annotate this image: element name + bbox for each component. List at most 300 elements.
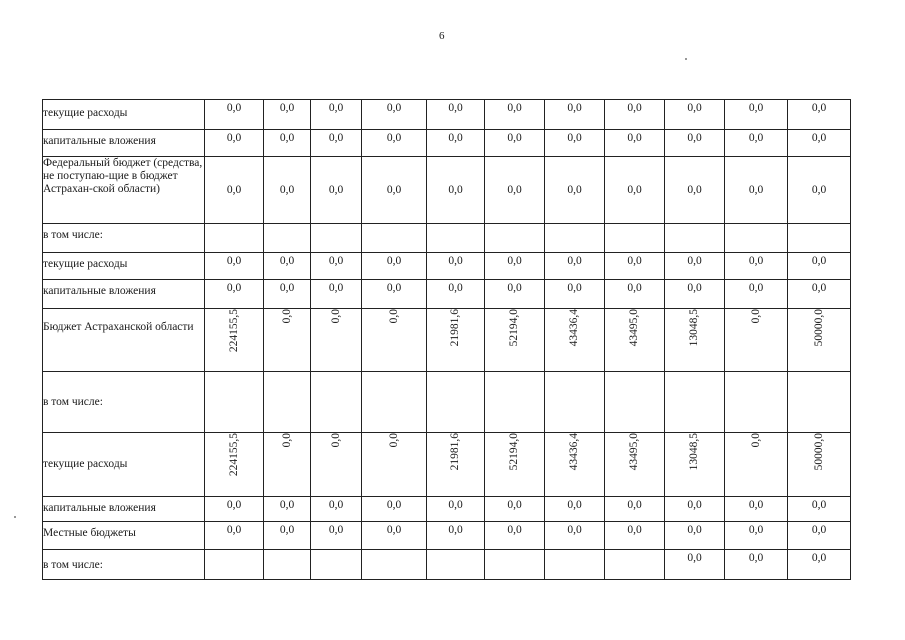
- value-cell: [605, 309, 665, 372]
- cell-value: 0,0: [627, 282, 642, 294]
- value-cell: [205, 497, 264, 522]
- cell-value: [545, 224, 604, 226]
- cell-value: 0,0: [687, 552, 702, 564]
- value-cell: [362, 550, 427, 580]
- value-cell: [788, 372, 851, 433]
- cell-value: 43436,4: [568, 433, 580, 471]
- table-row: [43, 280, 851, 309]
- value-cell: [427, 253, 485, 280]
- cell-value: [788, 224, 850, 226]
- cell-value: 43495,0: [628, 433, 640, 471]
- cell-value: [362, 372, 426, 374]
- value-cell: [427, 433, 485, 497]
- row-label: текущие расходы: [43, 458, 128, 470]
- value-cell: [427, 522, 485, 550]
- value-cell: [205, 253, 264, 280]
- value-cell: [362, 280, 427, 309]
- value-cell: [665, 130, 725, 157]
- value-cell: [205, 433, 264, 497]
- cell-value: 13048,5: [688, 309, 700, 347]
- cell-value: 0,0: [748, 183, 764, 196]
- cell-value: 0,0: [279, 255, 295, 267]
- row-label-cell: [43, 550, 205, 580]
- row-label-cell: [43, 433, 205, 497]
- cell-value: [427, 372, 484, 374]
- value-cell: [311, 280, 362, 309]
- cell-value: 224155,5: [227, 309, 240, 353]
- value-cell: [788, 224, 851, 253]
- cell-value: 0,0: [448, 255, 463, 267]
- cell-value: 0,0: [748, 524, 764, 536]
- value-cell: [311, 372, 362, 433]
- value-cell: [311, 224, 362, 253]
- cell-value: 0,0: [811, 255, 827, 267]
- cell-value: [205, 224, 263, 226]
- value-cell: [725, 100, 788, 130]
- cell-value: 0,0: [328, 132, 344, 144]
- value-cell: [725, 280, 788, 309]
- row-label-cell: [43, 224, 205, 253]
- cell-value: 0,0: [507, 183, 522, 196]
- value-cell: [311, 253, 362, 280]
- value-cell: [725, 550, 788, 580]
- cell-value: 0,0: [387, 309, 400, 324]
- cell-value: 0,0: [748, 282, 764, 294]
- value-cell: [665, 497, 725, 522]
- cell-value: 0,0: [279, 183, 295, 196]
- value-cell: [788, 433, 851, 497]
- cell-value: 0,0: [567, 255, 582, 267]
- table-row: [43, 253, 851, 280]
- cell-value: 0,0: [687, 255, 702, 267]
- row-label-cell: [43, 309, 205, 372]
- value-cell: [788, 550, 851, 580]
- cell-value: 0,0: [328, 102, 344, 114]
- value-cell: [545, 372, 605, 433]
- cell-value: [311, 550, 361, 552]
- value-cell: [427, 130, 485, 157]
- cell-value: 0,0: [328, 282, 344, 294]
- cell-value: [362, 550, 426, 552]
- cell-value: 50000,0: [812, 309, 825, 347]
- row-label-cell: [43, 130, 205, 157]
- cell-value: 0,0: [448, 102, 463, 114]
- row-label: текущие расходы: [43, 258, 128, 270]
- table-row: [43, 224, 851, 253]
- row-label: капитальные вложения: [43, 135, 156, 147]
- cell-value: [725, 224, 787, 226]
- scan-speck: [14, 516, 16, 518]
- cell-value: 0,0: [811, 282, 827, 294]
- cell-value: [362, 224, 426, 226]
- value-cell: [545, 100, 605, 130]
- cell-value: 0,0: [627, 255, 642, 267]
- row-label: в том числе:: [43, 559, 103, 571]
- value-cell: [725, 522, 788, 550]
- cell-value: 0,0: [329, 433, 342, 448]
- value-cell: [485, 100, 545, 130]
- value-cell: [665, 224, 725, 253]
- value-cell: [485, 522, 545, 550]
- row-label: Федеральный бюджет (средства, не поступаю-щие в бюджет Астрахан-ской области): [43, 157, 203, 195]
- value-cell: [485, 253, 545, 280]
- cell-value: [311, 372, 361, 374]
- cell-value: 0,0: [627, 524, 642, 536]
- value-cell: [485, 130, 545, 157]
- value-cell: [362, 309, 427, 372]
- value-cell: [605, 550, 665, 580]
- cell-value: 0,0: [507, 499, 522, 511]
- cell-value: 0,0: [386, 499, 402, 511]
- value-cell: [788, 309, 851, 372]
- value-cell: [545, 253, 605, 280]
- value-cell: [205, 157, 264, 224]
- cell-value: 0,0: [280, 433, 293, 448]
- value-cell: [485, 309, 545, 372]
- cell-value: 21981,6: [449, 309, 461, 347]
- cell-value: 0,0: [811, 499, 827, 511]
- value-cell: [545, 550, 605, 580]
- cell-value: 224155,5: [227, 433, 240, 477]
- cell-value: 0,0: [748, 102, 764, 114]
- cell-value: 0,0: [748, 552, 764, 564]
- cell-value: 0,0: [448, 499, 463, 511]
- cell-value: 0,0: [687, 132, 702, 144]
- value-cell: [788, 280, 851, 309]
- cell-value: [788, 372, 850, 374]
- value-cell: [605, 157, 665, 224]
- cell-value: 0,0: [386, 255, 402, 267]
- cell-value: 0,0: [226, 524, 242, 536]
- value-cell: [665, 280, 725, 309]
- value-cell: [665, 253, 725, 280]
- cell-value: 0,0: [627, 499, 642, 511]
- value-cell: [545, 157, 605, 224]
- value-cell: [427, 372, 485, 433]
- value-cell: [605, 253, 665, 280]
- cell-value: 52194,0: [508, 309, 520, 347]
- value-cell: [545, 280, 605, 309]
- cell-value: 0,0: [386, 282, 402, 294]
- row-label-cell: [43, 100, 205, 130]
- table-row: [43, 100, 851, 130]
- value-cell: [311, 309, 362, 372]
- value-cell: [311, 522, 362, 550]
- cell-value: 0,0: [749, 309, 762, 324]
- value-cell: [427, 280, 485, 309]
- value-cell: [205, 372, 264, 433]
- cell-value: [545, 550, 604, 552]
- value-cell: [665, 100, 725, 130]
- value-cell: [264, 280, 311, 309]
- cell-value: 0,0: [567, 499, 582, 511]
- value-cell: [264, 224, 311, 253]
- cell-value: 0,0: [567, 524, 582, 536]
- value-cell: [264, 309, 311, 372]
- cell-value: [665, 224, 724, 226]
- cell-value: [605, 550, 664, 552]
- cell-value: [605, 224, 664, 226]
- cell-value: 0,0: [226, 102, 242, 114]
- value-cell: [205, 100, 264, 130]
- cell-value: 0,0: [448, 183, 463, 196]
- cell-value: 13048,5: [688, 433, 700, 471]
- value-cell: [545, 522, 605, 550]
- value-cell: [725, 157, 788, 224]
- value-cell: [605, 280, 665, 309]
- value-cell: [605, 224, 665, 253]
- cell-value: 0,0: [567, 132, 582, 144]
- cell-value: 0,0: [627, 102, 642, 114]
- cell-value: 0,0: [567, 102, 582, 114]
- value-cell: [264, 100, 311, 130]
- row-label: Бюджет Астраханской области: [43, 321, 194, 333]
- cell-value: 21981,6: [449, 433, 461, 471]
- value-cell: [605, 497, 665, 522]
- value-cell: [264, 130, 311, 157]
- cell-value: 0,0: [507, 282, 522, 294]
- cell-value: 0,0: [811, 524, 827, 536]
- value-cell: [605, 522, 665, 550]
- cell-value: 0,0: [279, 102, 295, 114]
- cell-value: [264, 550, 310, 552]
- value-cell: [485, 433, 545, 497]
- cell-value: [545, 372, 604, 374]
- cell-value: [605, 372, 664, 374]
- row-label-cell: [43, 280, 205, 309]
- value-cell: [205, 550, 264, 580]
- value-cell: [788, 130, 851, 157]
- value-cell: [545, 130, 605, 157]
- row-label: в том числе:: [43, 229, 103, 241]
- cell-value: [725, 372, 787, 374]
- cell-value: 0,0: [226, 255, 242, 267]
- value-cell: [362, 100, 427, 130]
- cell-value: [427, 550, 484, 552]
- cell-value: 0,0: [811, 183, 827, 196]
- budget-table: [42, 99, 851, 580]
- cell-value: 0,0: [748, 132, 764, 144]
- value-cell: [788, 522, 851, 550]
- value-cell: [311, 157, 362, 224]
- cell-value: 0,0: [328, 183, 344, 196]
- value-cell: [205, 522, 264, 550]
- value-cell: [545, 497, 605, 522]
- cell-value: 0,0: [279, 282, 295, 294]
- value-cell: [264, 157, 311, 224]
- value-cell: [725, 253, 788, 280]
- cell-value: 0,0: [386, 524, 402, 536]
- cell-value: 43495,0: [628, 309, 640, 347]
- table-row: [43, 433, 851, 497]
- value-cell: [362, 224, 427, 253]
- scan-speck: [685, 58, 687, 60]
- cell-value: 0,0: [687, 102, 702, 114]
- value-cell: [605, 130, 665, 157]
- cell-value: 0,0: [448, 524, 463, 536]
- row-label: в том числе:: [43, 395, 103, 408]
- value-cell: [264, 497, 311, 522]
- row-label: капитальные вложения: [43, 502, 156, 514]
- page-number: 6: [439, 30, 445, 42]
- cell-value: 0,0: [279, 524, 295, 536]
- value-cell: [427, 224, 485, 253]
- cell-value: 0,0: [748, 499, 764, 511]
- value-cell: [362, 497, 427, 522]
- value-cell: [725, 224, 788, 253]
- value-cell: [788, 157, 851, 224]
- cell-value: 0,0: [748, 255, 764, 267]
- row-label: текущие расходы: [43, 107, 128, 119]
- cell-value: 0,0: [386, 183, 402, 196]
- cell-value: 0,0: [328, 255, 344, 267]
- cell-value: [427, 224, 484, 226]
- value-cell: [427, 157, 485, 224]
- cell-value: [485, 224, 544, 226]
- cell-value: 0,0: [448, 132, 463, 144]
- cell-value: 50000,0: [812, 433, 825, 471]
- value-cell: [264, 522, 311, 550]
- value-cell: [311, 100, 362, 130]
- row-label-cell: [43, 522, 205, 550]
- cell-value: [665, 372, 724, 374]
- cell-value: 0,0: [811, 552, 827, 564]
- cell-value: 0,0: [687, 282, 702, 294]
- table-row: [43, 157, 851, 224]
- cell-value: 0,0: [226, 132, 242, 144]
- cell-value: [264, 224, 310, 226]
- value-cell: [311, 550, 362, 580]
- cell-value: 0,0: [448, 282, 463, 294]
- value-cell: [665, 157, 725, 224]
- value-cell: [605, 433, 665, 497]
- value-cell: [427, 100, 485, 130]
- value-cell: [362, 253, 427, 280]
- value-cell: [665, 309, 725, 372]
- value-cell: [725, 309, 788, 372]
- value-cell: [485, 280, 545, 309]
- cell-value: 0,0: [567, 282, 582, 294]
- cell-value: [485, 372, 544, 374]
- cell-value: 0,0: [627, 183, 642, 196]
- value-cell: [311, 130, 362, 157]
- value-cell: [362, 522, 427, 550]
- value-cell: [427, 309, 485, 372]
- value-cell: [485, 550, 545, 580]
- value-cell: [725, 372, 788, 433]
- value-cell: [545, 309, 605, 372]
- cell-value: 0,0: [507, 102, 522, 114]
- row-label-cell: [43, 372, 205, 433]
- table-row: [43, 130, 851, 157]
- cell-value: 0,0: [386, 102, 402, 114]
- cell-value: 0,0: [627, 132, 642, 144]
- value-cell: [725, 497, 788, 522]
- value-cell: [725, 130, 788, 157]
- value-cell: [788, 253, 851, 280]
- cell-value: [205, 372, 263, 374]
- cell-value: 0,0: [507, 132, 522, 144]
- value-cell: [427, 497, 485, 522]
- table-row: [43, 497, 851, 522]
- cell-value: [485, 550, 544, 552]
- cell-value: 0,0: [280, 309, 293, 324]
- cell-value: 0,0: [328, 499, 344, 511]
- value-cell: [665, 550, 725, 580]
- row-label-cell: [43, 253, 205, 280]
- cell-value: 0,0: [567, 183, 582, 196]
- cell-value: [311, 224, 361, 226]
- value-cell: [788, 100, 851, 130]
- value-cell: [362, 130, 427, 157]
- value-cell: [665, 433, 725, 497]
- value-cell: [605, 372, 665, 433]
- value-cell: [264, 253, 311, 280]
- value-cell: [427, 550, 485, 580]
- value-cell: [205, 130, 264, 157]
- row-label-cell: [43, 497, 205, 522]
- cell-value: 0,0: [687, 499, 702, 511]
- value-cell: [485, 372, 545, 433]
- value-cell: [545, 224, 605, 253]
- cell-value: [264, 372, 310, 374]
- cell-value: 0,0: [687, 183, 702, 196]
- cell-value: 0,0: [687, 524, 702, 536]
- value-cell: [205, 309, 264, 372]
- cell-value: 0,0: [226, 183, 242, 196]
- value-cell: [205, 280, 264, 309]
- cell-value: 0,0: [749, 433, 762, 448]
- value-cell: [665, 522, 725, 550]
- value-cell: [311, 497, 362, 522]
- value-cell: [205, 224, 264, 253]
- value-cell: [264, 433, 311, 497]
- value-cell: [362, 372, 427, 433]
- table-row: [43, 522, 851, 550]
- value-cell: [788, 497, 851, 522]
- value-cell: [362, 157, 427, 224]
- cell-value: 43436,4: [568, 309, 580, 347]
- value-cell: [311, 433, 362, 497]
- value-cell: [725, 433, 788, 497]
- row-label-cell: [43, 157, 205, 224]
- value-cell: [362, 433, 427, 497]
- cell-value: 0,0: [279, 499, 295, 511]
- row-label: Местные бюджеты: [43, 527, 136, 539]
- table-row: [43, 309, 851, 372]
- table-row: [43, 372, 851, 433]
- value-cell: [665, 372, 725, 433]
- value-cell: [485, 497, 545, 522]
- cell-value: 52194,0: [508, 433, 520, 471]
- value-cell: [605, 100, 665, 130]
- value-cell: [485, 157, 545, 224]
- row-label: капитальные вложения: [43, 285, 156, 297]
- value-cell: [545, 433, 605, 497]
- value-cell: [264, 550, 311, 580]
- value-cell: [485, 224, 545, 253]
- table-row: [43, 550, 851, 580]
- cell-value: 0,0: [279, 132, 295, 144]
- value-cell: [264, 372, 311, 433]
- cell-value: 0,0: [328, 524, 344, 536]
- cell-value: 0,0: [507, 524, 522, 536]
- cell-value: [205, 550, 263, 552]
- cell-value: 0,0: [507, 255, 522, 267]
- cell-value: 0,0: [811, 102, 827, 114]
- cell-value: 0,0: [226, 499, 242, 511]
- cell-value: 0,0: [387, 433, 400, 448]
